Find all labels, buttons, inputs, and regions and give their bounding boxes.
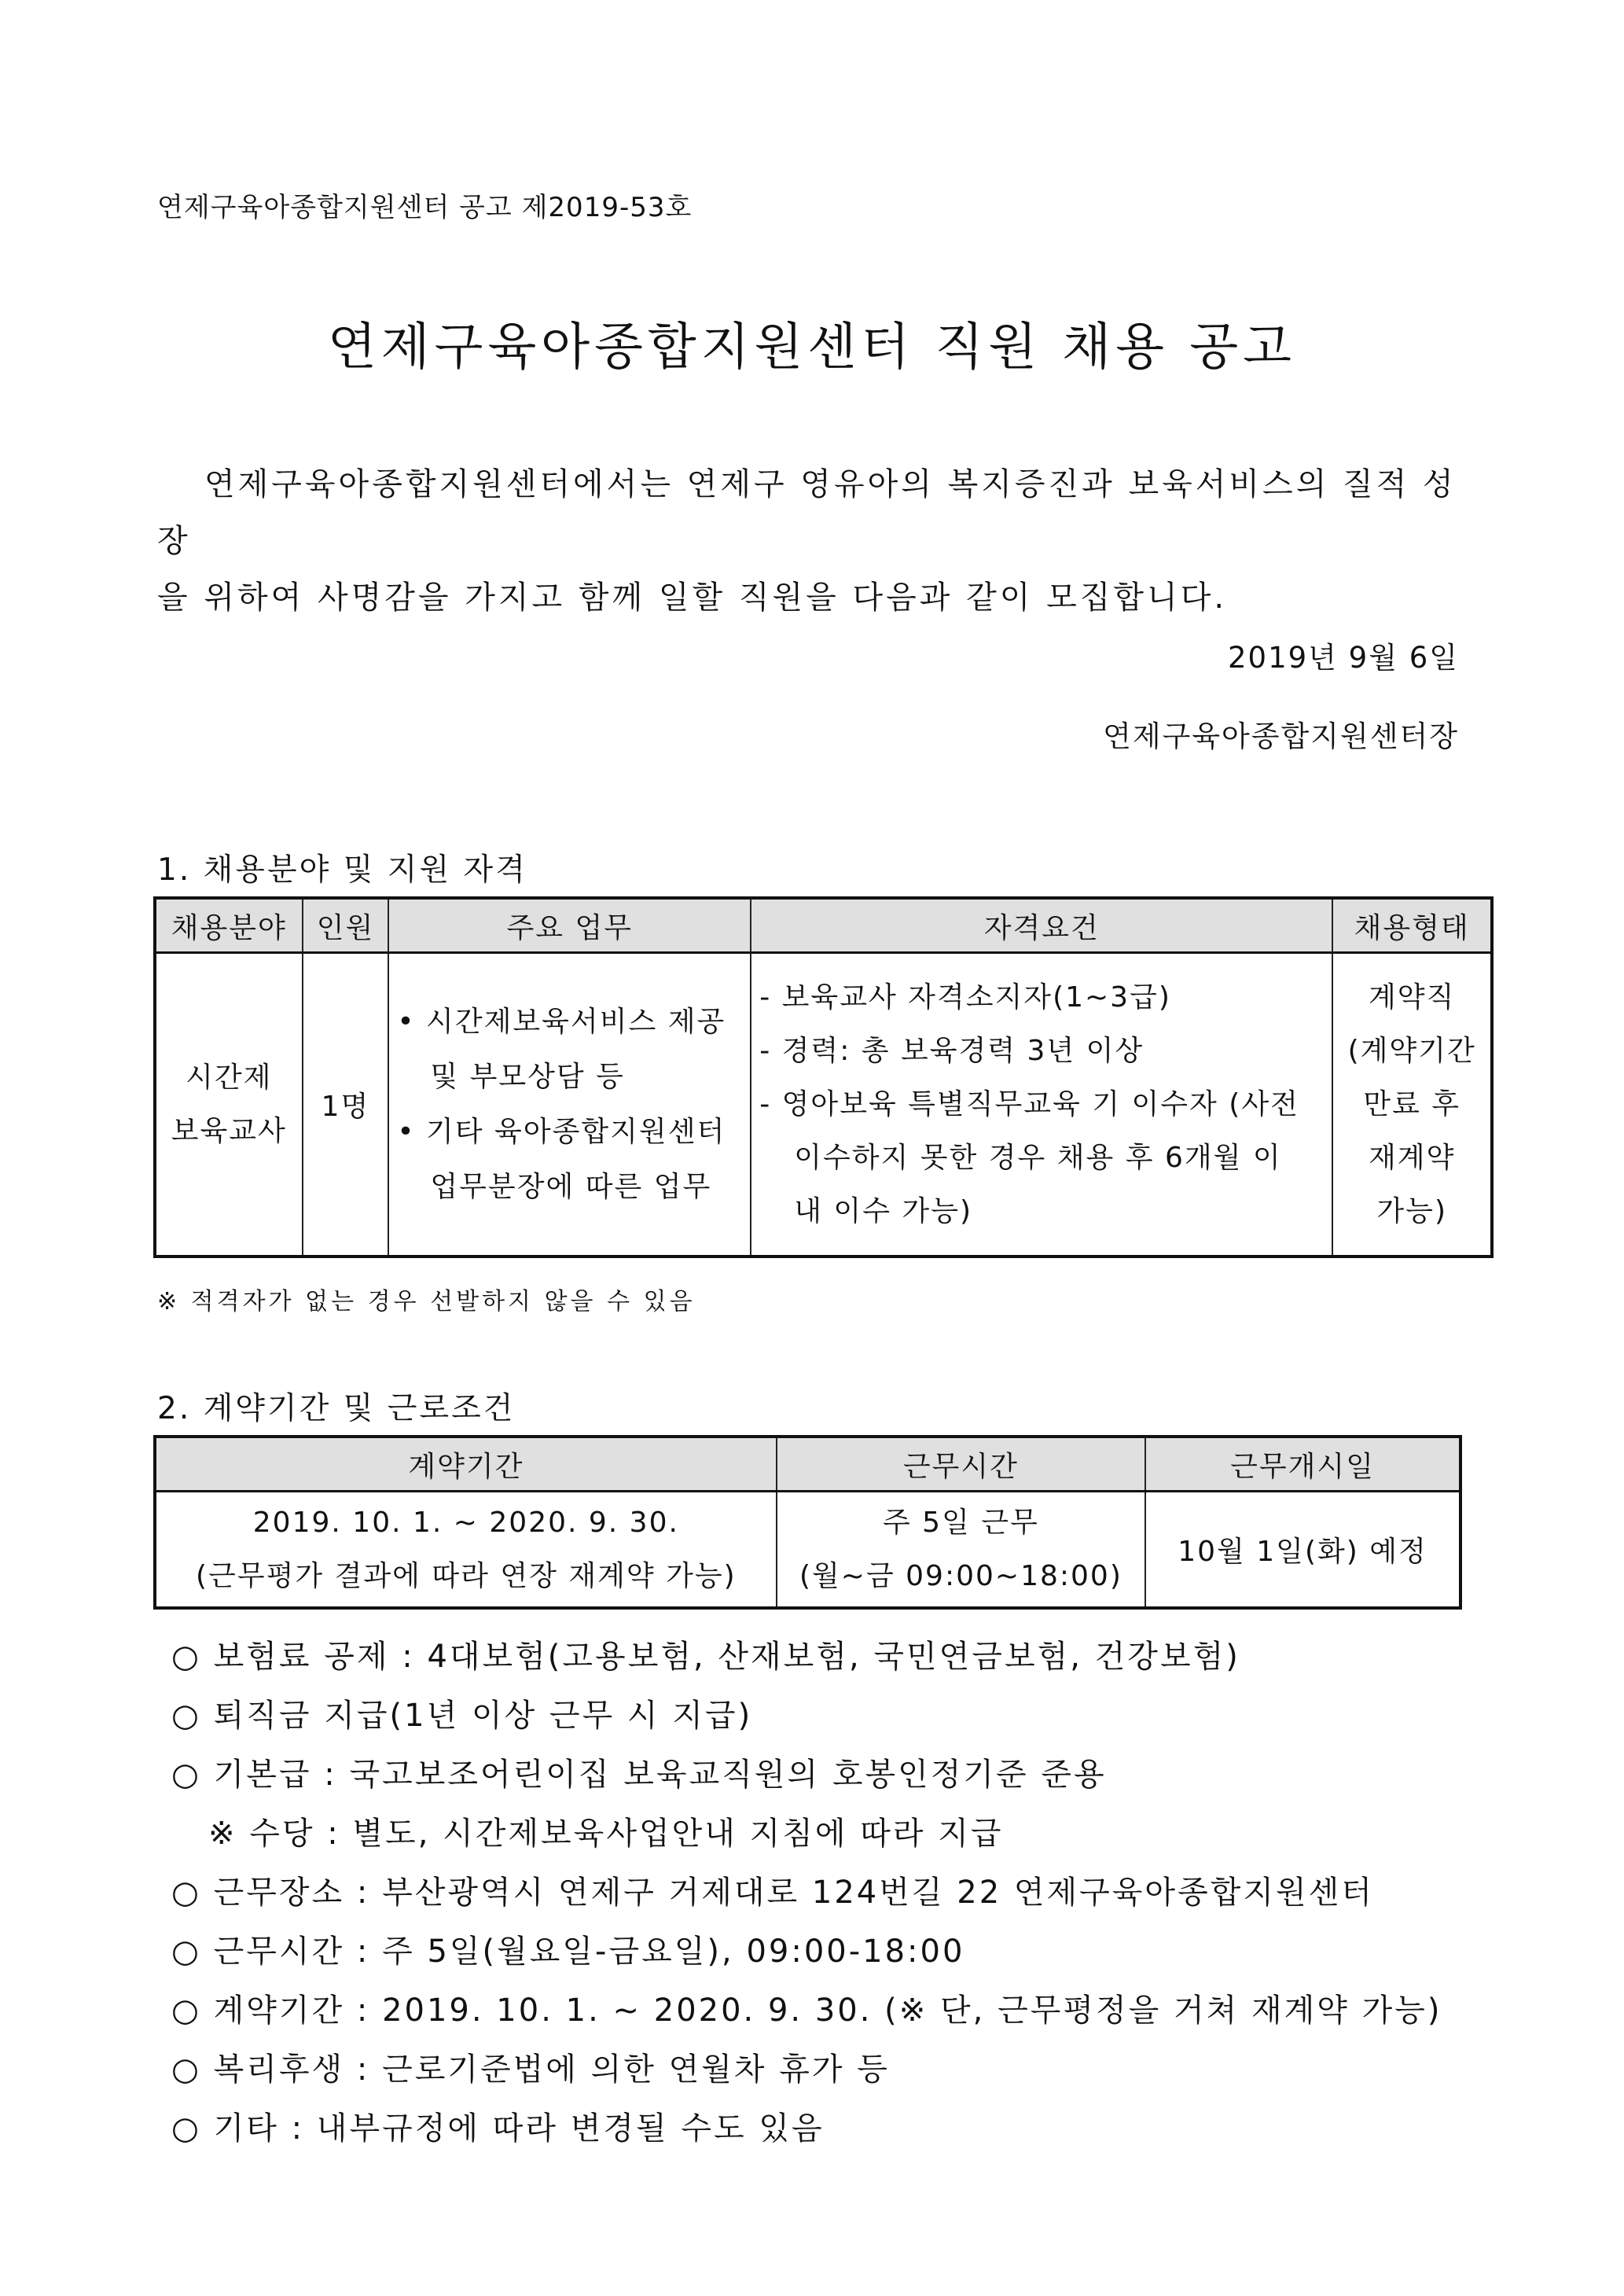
cell-duties [388,953,751,1257]
cell-qualifications [751,953,1332,1257]
condition-item: ○ 근무시간 : 주 5일(월요일-금요일), 09:00-18:00 [171,1934,965,1970]
header-field: 채용분야 [155,898,303,953]
table-row [155,953,1492,1257]
field-line: 시간제 [186,1061,273,1094]
section-1-heading: 1. 채용분야 및 지원 자격 [157,852,527,888]
hours-line: (월~금 09:00~18:00) [799,1559,1122,1592]
period-line: 2019. 10. 1. ~ 2020. 9. 30. [252,1506,679,1539]
duty-line: • 기타 육아종합지원센터 [397,1115,726,1148]
issuer-signature: 연제구육아종합지원센터장 [1103,719,1459,753]
qualification-line: 내 이수 가능) [794,1194,973,1227]
condition-item: ○ 기타 : 내부규정에 따라 변경될 수도 있음 [171,2110,825,2147]
header-count: 인원 [303,898,389,953]
intro-line-1: 연제구육아종합지원센터에서는 연제구 영유아의 복지증진과 보육서비스의 질적 성장 [157,466,1457,559]
condition-item: ○ 근무장소 : 부산광역시 연제구 거제대로 124번길 22 연제구육아종합지원센터 [171,1875,1374,1911]
condition-subitem: ※ 수당 : 별도, 시간제보육사업안내 지침에 따라 지급 [208,1816,1004,1852]
condition-item: ○ 기본급 : 국고보조어린이집 보육교직원의 호봉인정기준 준용 [171,1757,1107,1793]
duty-line: • 시간제보육서비스 제공 [397,1005,726,1038]
contract-table [153,1435,1462,1610]
field-line: 보육교사 [171,1114,287,1147]
intro-line-2: 을 위하여 사명감을 가지고 함께 일할 직원을 다음과 같이 모집합니다. [157,580,1228,616]
type-line: 계약직 [1369,981,1456,1014]
cell-start-date: 10월 1일(화) 예정 [1145,1492,1460,1609]
header-qualifications: 자격요건 [751,898,1332,953]
qualification-line: 이수하지 못한 경우 채용 후 6개월 이 [794,1141,1282,1174]
header-duties: 주요 업무 [388,898,751,953]
recruitment-table [153,896,1494,1258]
condition-item: ○ 보험료 공제 : 4대보험(고용보험, 산재보험, 국민연금보험, 건강보험) [171,1639,1240,1675]
cell-work-hours [777,1492,1145,1609]
header-employment-type: 채용형태 [1332,898,1492,953]
condition-item: ○ 복리후생 : 근로기준법에 의한 연월차 휴가 등 [171,2051,890,2088]
cell-field [155,953,303,1257]
condition-item: ○ 계약기간 : 2019. 10. 1. ~ 2020. 9. 30. (※ 단, 근무평정을 거쳐 재계약 가능) [171,1992,1442,2029]
header-work-hours: 근무시간 [777,1437,1145,1492]
section-2-heading: 2. 계약기간 및 근로조건 [157,1391,516,1426]
type-line: 만료 후 [1363,1087,1461,1120]
duty-line: 및 부모상담 등 [430,1060,625,1093]
qualification-line: - 경력: 총 보육경력 3년 이상 [759,1034,1145,1067]
table-row [155,1492,1460,1609]
cell-contract-period [155,1492,777,1609]
type-line: (계약기간 [1347,1034,1476,1067]
notice-number: 연제구육아종합지원센터 공고 제2019-53호 [157,192,693,223]
qualification-line: - 보육교사 자격소지자(1~3급) [759,981,1171,1014]
cell-count: 1명 [303,953,389,1257]
section-1-footnote: ※ 적격자가 없는 경우 선발하지 않을 수 있음 [157,1288,696,1315]
type-line: 재계약 [1369,1141,1456,1174]
duty-line: 업무분장에 따른 업무 [430,1170,712,1203]
hours-line: 주 5일 근무 [882,1506,1039,1539]
intro-paragraph [157,456,1462,626]
document-title: 연제구육아종합지원센터 직원 채용 공고 [327,318,1297,377]
header-contract-period: 계약기간 [155,1437,777,1492]
condition-item: ○ 퇴직금 지급(1년 이상 근무 시 지급) [171,1698,753,1734]
header-start-date: 근무개시일 [1145,1437,1460,1492]
qualification-line: - 영아보육 특별직무교육 기 이수자 (사전 [759,1087,1299,1120]
period-line: (근무평가 결과에 따라 연장 재계약 가능) [196,1559,737,1592]
type-line: 가능) [1376,1194,1447,1227]
cell-employment-type [1332,953,1492,1257]
notice-date: 2019년 9월 6일 [1228,641,1459,675]
